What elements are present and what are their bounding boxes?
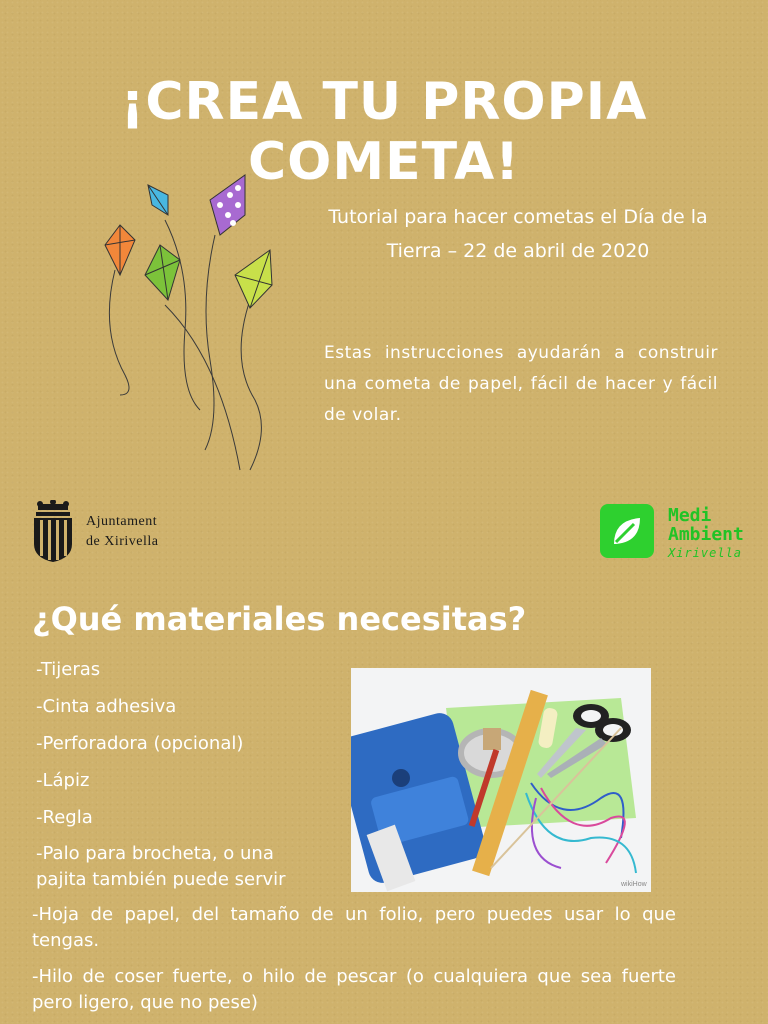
list-item: -Lápiz [36,770,90,791]
materials-photo [351,668,651,892]
list-item: -Hilo de coser fuerte, o hilo de pescar (o cualquiera que sea fuerte pero ligero, que no pese) [32,966,676,1013]
leaf-icon [600,504,654,558]
list-item: -Hoja de papel, del tamaño de un folio, pero puedes usar lo que tengas. [32,904,676,951]
medi-ambient-logo [600,504,760,564]
ayuntamiento-line-1: Ajuntament [86,514,158,529]
crest-icon [30,500,76,564]
medi-line-3: Xirivella [668,546,743,560]
medi-line-1: Medi [668,505,712,526]
ayuntamiento-line-2: de Xirivella [86,534,159,549]
photo-watermark: wikiHow [621,881,647,888]
subtitle: Tutorial para hacer cometas el Día de la Tierra – 22 de abril de 2020 [328,206,708,262]
list-item: -Palo para brocheta, o una pajita también puede servir [36,843,286,890]
medi-line-2: Ambient [668,524,744,545]
kites-illustration [90,160,290,480]
materials-heading: ¿Qué materiales necesitas? [32,600,527,638]
list-item: -Perforadora (opcional) [36,733,244,754]
list-item: -Regla [36,807,93,828]
page-title: ¡CREA TU PROPIA COMETA! [120,72,648,192]
materials-list [36,656,316,893]
list-item: -Cinta adhesiva [36,696,177,717]
ayuntamiento-name [86,512,158,552]
list-item: -Tijeras [36,659,101,680]
intro-text: Estas instrucciones ayudarán a construir una cometa de papel, fácil de hacer y fácil de volar. [324,343,718,425]
medi-ambient-text [668,506,744,563]
ayuntamiento-logo [30,500,230,564]
